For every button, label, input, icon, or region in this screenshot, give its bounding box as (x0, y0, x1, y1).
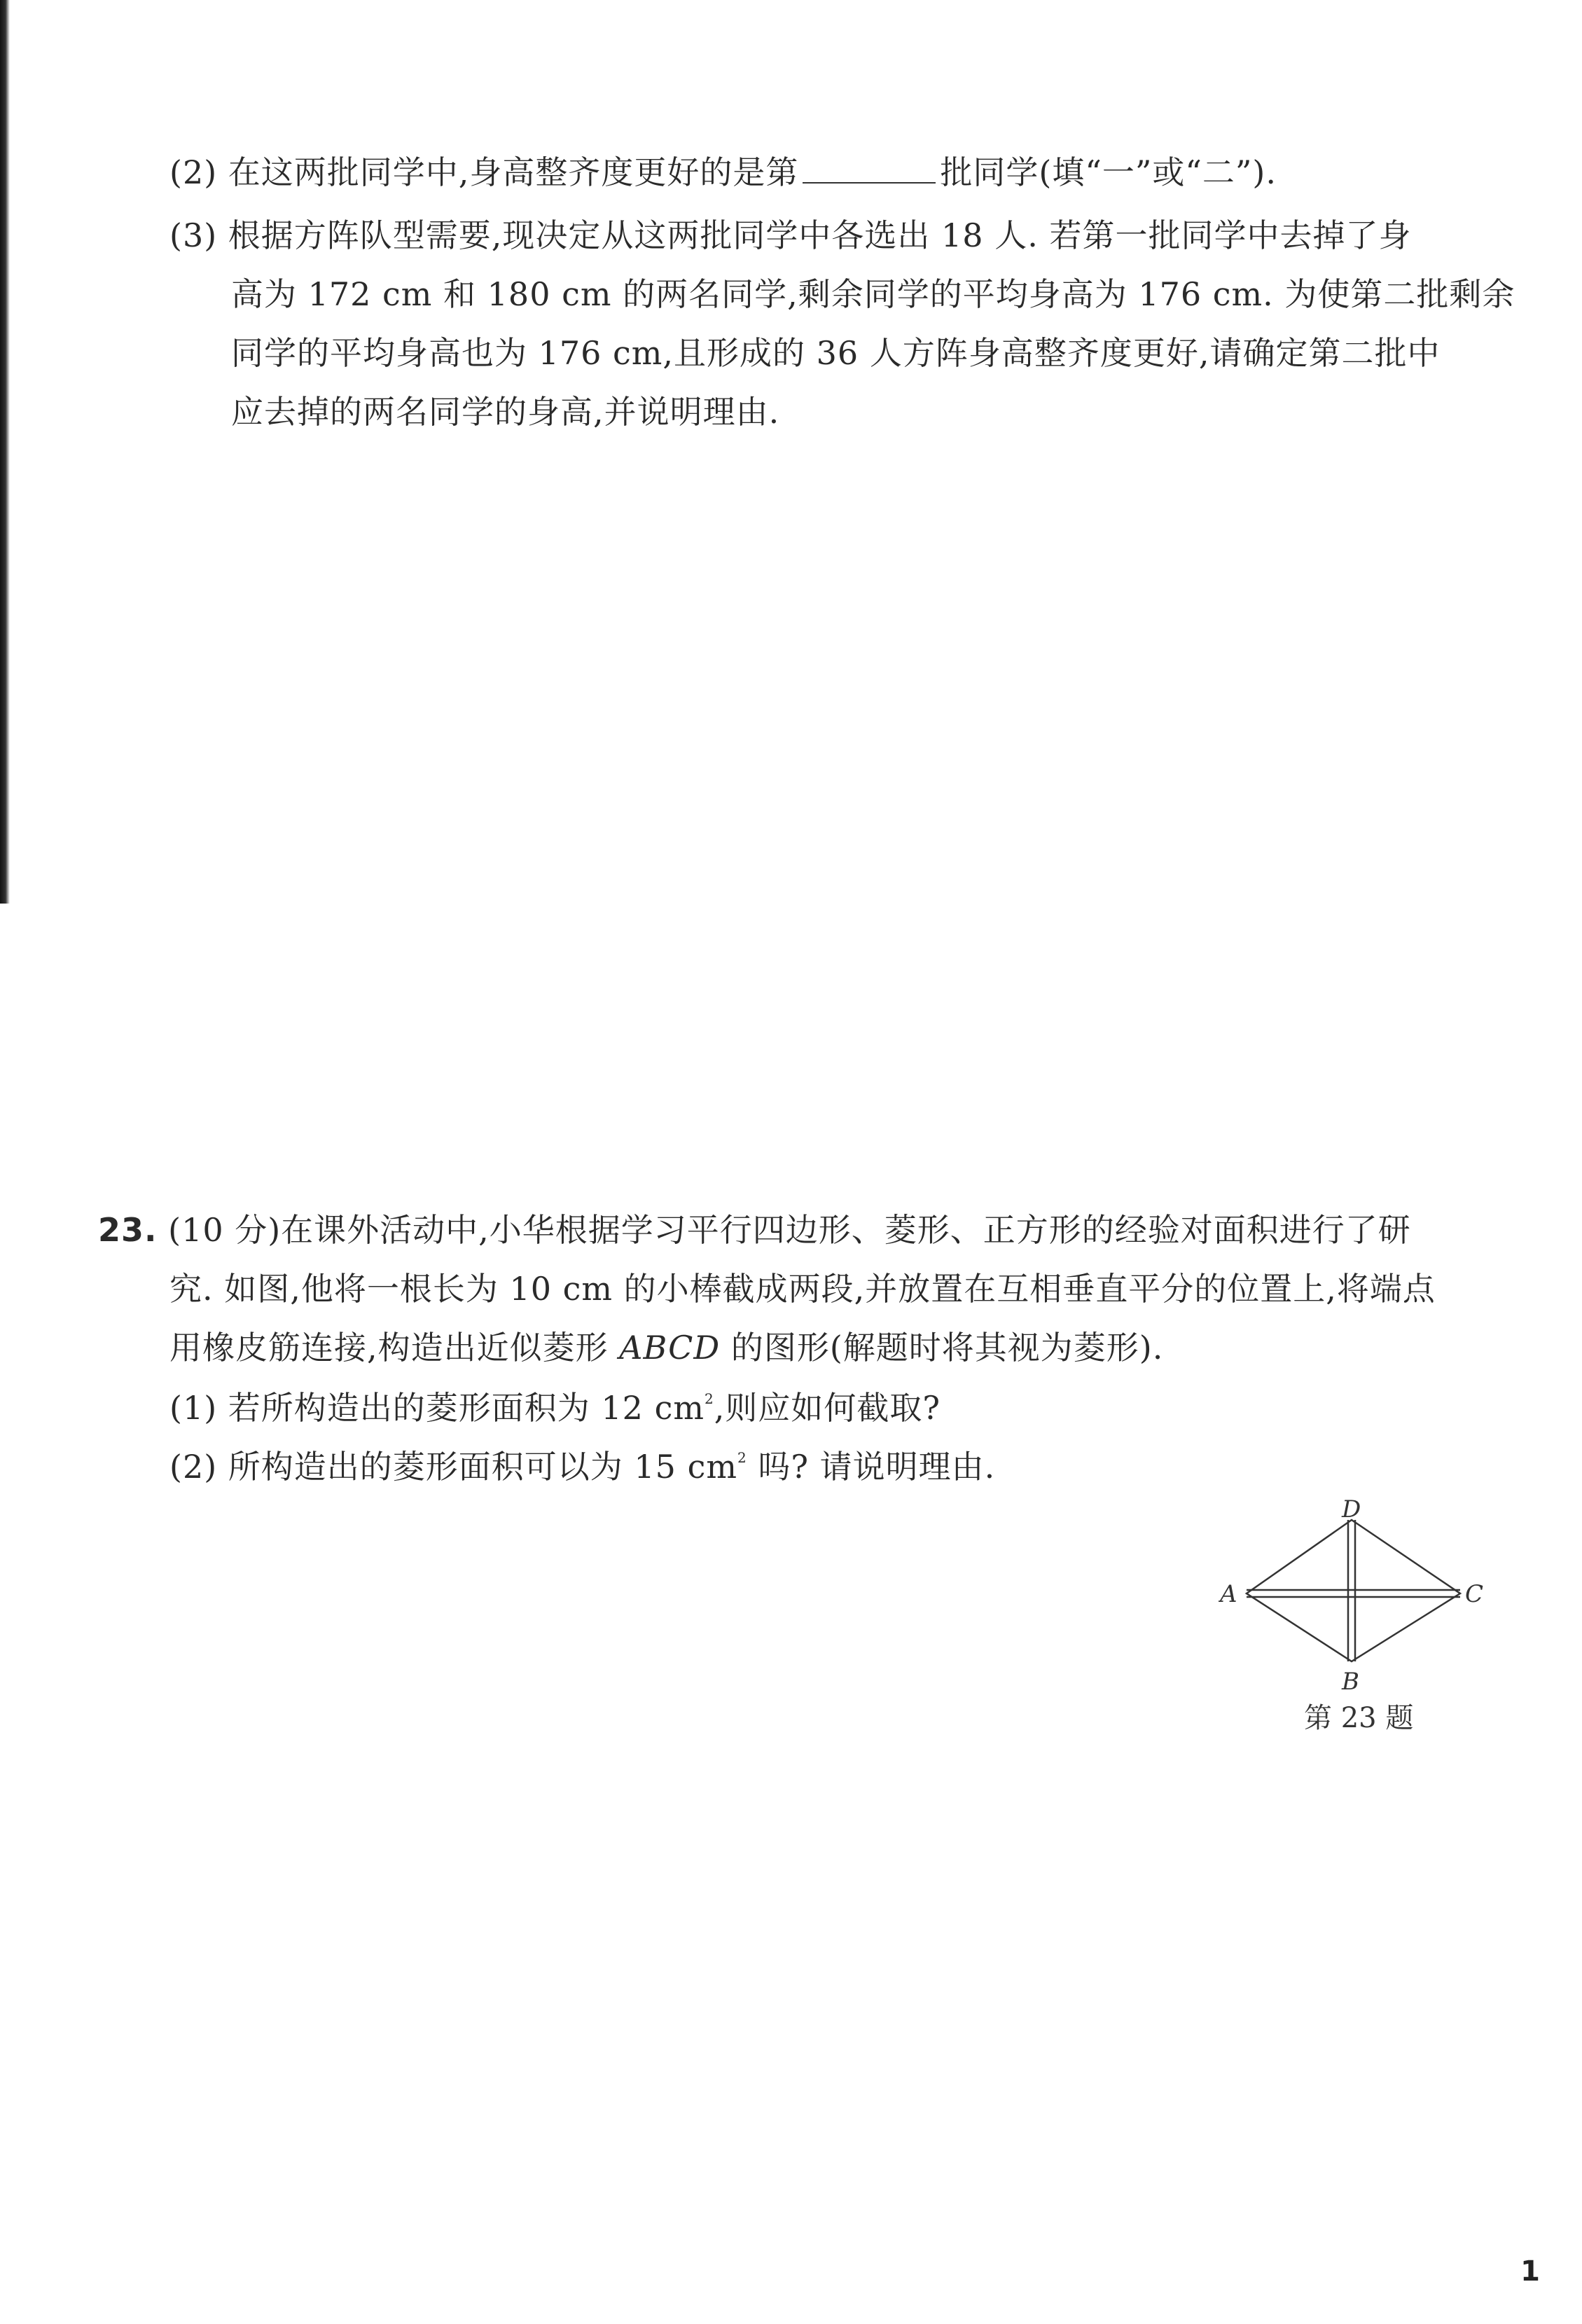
q22-part2-number: (2) (169, 153, 218, 191)
q22-part2-text-after: 批同学(填“一”或“二”). (940, 153, 1277, 191)
q22-part3-text-1: 根据方阵队型需要,现决定从这两批同学中各选出 18 人. 若第一批同学中去掉了身 (228, 216, 1412, 254)
q23-line3 (169, 1327, 1163, 1369)
q22-part3-line2: 高为 172 cm 和 180 cm 的两名同学,剩余同学的平均身高为 176 cm. 为使第二批剩余 (231, 275, 1515, 313)
q23-part2-number: (2) (169, 1448, 218, 1486)
page-number: 1 (1520, 2255, 1540, 2288)
q22-part3-line3: 同学的平均身高也为 176 cm,且形成的 36 人方阵身高整齐度更好,请确定第二批中 (231, 334, 1441, 372)
q23-part2-text-after: 吗? 请说明理由. (747, 1448, 996, 1486)
rhombus-name: ABCD (619, 1329, 721, 1367)
q22-part3-line4: 应去掉的两名同学的身高,并说明理由. (231, 393, 780, 431)
q22-part2 (169, 151, 1277, 193)
q23-number: 23. (98, 1211, 158, 1249)
q23-line2: 究. 如图,他将一根长为 10 cm 的小棒截成两段,并放置在互相垂直平分的位置上,将端点 (169, 1270, 1436, 1308)
q23-text-3-after: 的图形(解题时将其视为菱形). (730, 1329, 1164, 1367)
label-c: C (1465, 1580, 1484, 1608)
q23-part2 (169, 1446, 995, 1488)
answer-blank[interactable] (803, 154, 936, 184)
q22-part3-number: (3) (169, 216, 218, 254)
rhombus-figure (1219, 1499, 1499, 1695)
q23-part2-text-before: 所构造出的菱形面积可以为 15 cm (228, 1448, 737, 1486)
label-b: B (1342, 1668, 1359, 1695)
label-d: D (1342, 1499, 1361, 1523)
q23-part2-sup: 2 (737, 1449, 747, 1466)
label-a: A (1220, 1580, 1237, 1608)
q23-part1-text-before: 若所构造出的菱形面积为 12 cm (228, 1389, 705, 1427)
figure-caption: 第 23 题 (1304, 1702, 1414, 1734)
q23-part1-number: (1) (169, 1389, 218, 1427)
q22-part2-text-before: 在这两批同学中,身高整齐度更好的是第 (228, 153, 799, 191)
q22-part3-line1 (169, 214, 1411, 256)
q23-line1 (98, 1209, 1411, 1251)
q23-text-1: (10 分)在课外活动中,小华根据学习平行四边形、菱形、正方形的经验对面积进行了研 (168, 1211, 1411, 1249)
q23-part1 (169, 1387, 941, 1429)
q23-text-3-before: 用橡皮筋连接,构造出近似菱形 (169, 1329, 609, 1367)
q23-part1-sup: 2 (704, 1390, 714, 1407)
q23-part1-text-after: ,则应如何截取? (714, 1389, 941, 1427)
scan-edge-shadow (0, 0, 10, 904)
